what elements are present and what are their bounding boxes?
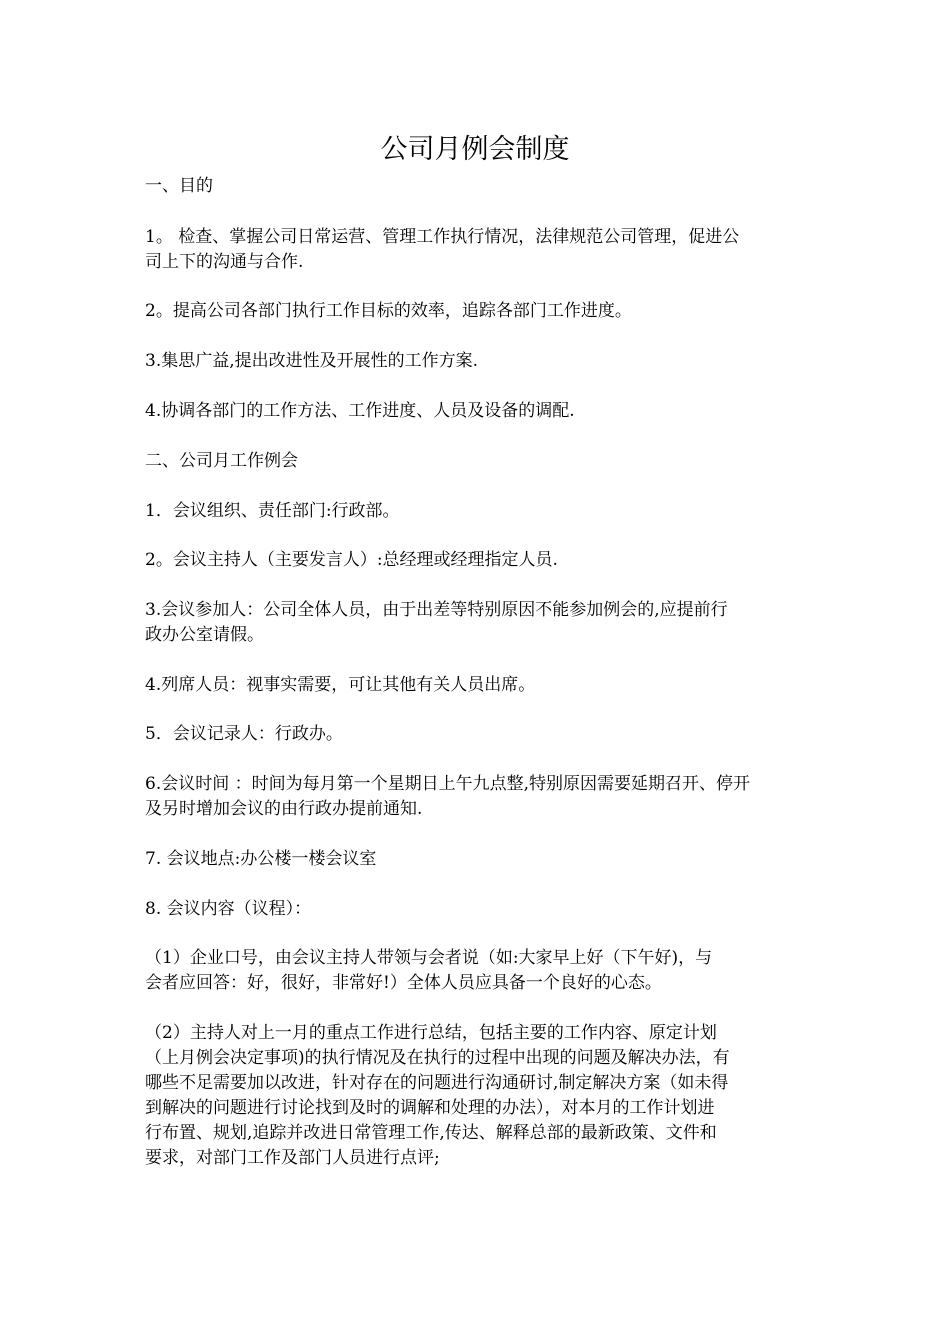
- agenda-item-2-line-4: 到解决的问题进行讨论找到及时的调解和处理的办法），对本月的工作计划进: [145, 1098, 715, 1118]
- agenda-item-2-line-2: （上月例会决定事项)的执行情况及在执行的过程中出现的问题及解决办法，有: [145, 1048, 730, 1068]
- agenda-item-1-line-1: （1）企业口号，由会议主持人带领与会者说（如:大家早上好（下午好)，与: [145, 948, 713, 968]
- section-heading-monthly-meeting: 二、公司月工作例会: [145, 451, 298, 471]
- meeting-item-6-line-1: 6.会议时间 ：时间为每月第一个星期日上午九点整,特别原因需要延期召开、停开: [145, 774, 751, 794]
- agenda-item-2-line-5: 行布置、规划,追踪并改进日常管理工作,传达、解释总部的最新政策、文件和: [145, 1123, 717, 1143]
- agenda-item-2-line-6: 要求，对部门工作及部门人员进行点评;: [145, 1148, 440, 1168]
- agenda-item-1-line-2: 会者应回答：好，很好，非常好!）全体人员应具备一个良好的心态。: [145, 973, 662, 993]
- meeting-item-4: 4.列席人员：视事实需要，可让其他有关人员出席。: [145, 675, 536, 695]
- meeting-item-8: 8. 会议内容（议程）：: [145, 899, 312, 919]
- purpose-item-4: 4.协调各部门的工作方法、工作进度、人员及设备的调配.: [145, 401, 575, 421]
- purpose-item-2: 2。提高公司各部门执行工作目标的效率，追踪各部门工作进度。: [145, 301, 632, 321]
- meeting-item-2: 2。会议主持人（主要发言人）:总经理或经理指定人员.: [145, 550, 558, 570]
- purpose-item-1-line-1: 1。 检查、掌握公司日常运营、管理工作执行情况，法律规范公司管理，促进公: [145, 227, 740, 247]
- meeting-item-7: 7. 会议地点:办公楼一楼会议室: [145, 849, 377, 869]
- meeting-item-3-line-2: 政办公室请假。: [145, 625, 264, 645]
- purpose-item-1-line-2: 司上下的沟通与合作.: [145, 252, 304, 272]
- agenda-item-2-line-3: 哪些不足需要加以改进，针对存在的问题进行沟通研讨,制定解决方案（如未得: [145, 1073, 729, 1093]
- purpose-item-3: 3.集思广益,提出改进性及开展性的工作方案.: [145, 351, 479, 371]
- meeting-item-5: 5．会议记录人：行政办。: [145, 724, 343, 744]
- meeting-item-1: 1．会议组织、责任部门:行政部。: [145, 501, 400, 521]
- meeting-item-6-line-2: 及另时增加会议的由行政办提前通知.: [145, 799, 423, 819]
- meeting-item-3-line-1: 3.会议参加人：公司全体人员，由于出差等特别原因不能参加例会的,应提前行: [145, 600, 728, 620]
- document-title: 公司月例会制度: [380, 134, 570, 165]
- agenda-item-2-line-1: （2）主持人对上一月的重点工作进行总结，包括主要的工作内容、原定计划: [145, 1023, 717, 1043]
- section-heading-purpose: 一、目的: [145, 176, 213, 196]
